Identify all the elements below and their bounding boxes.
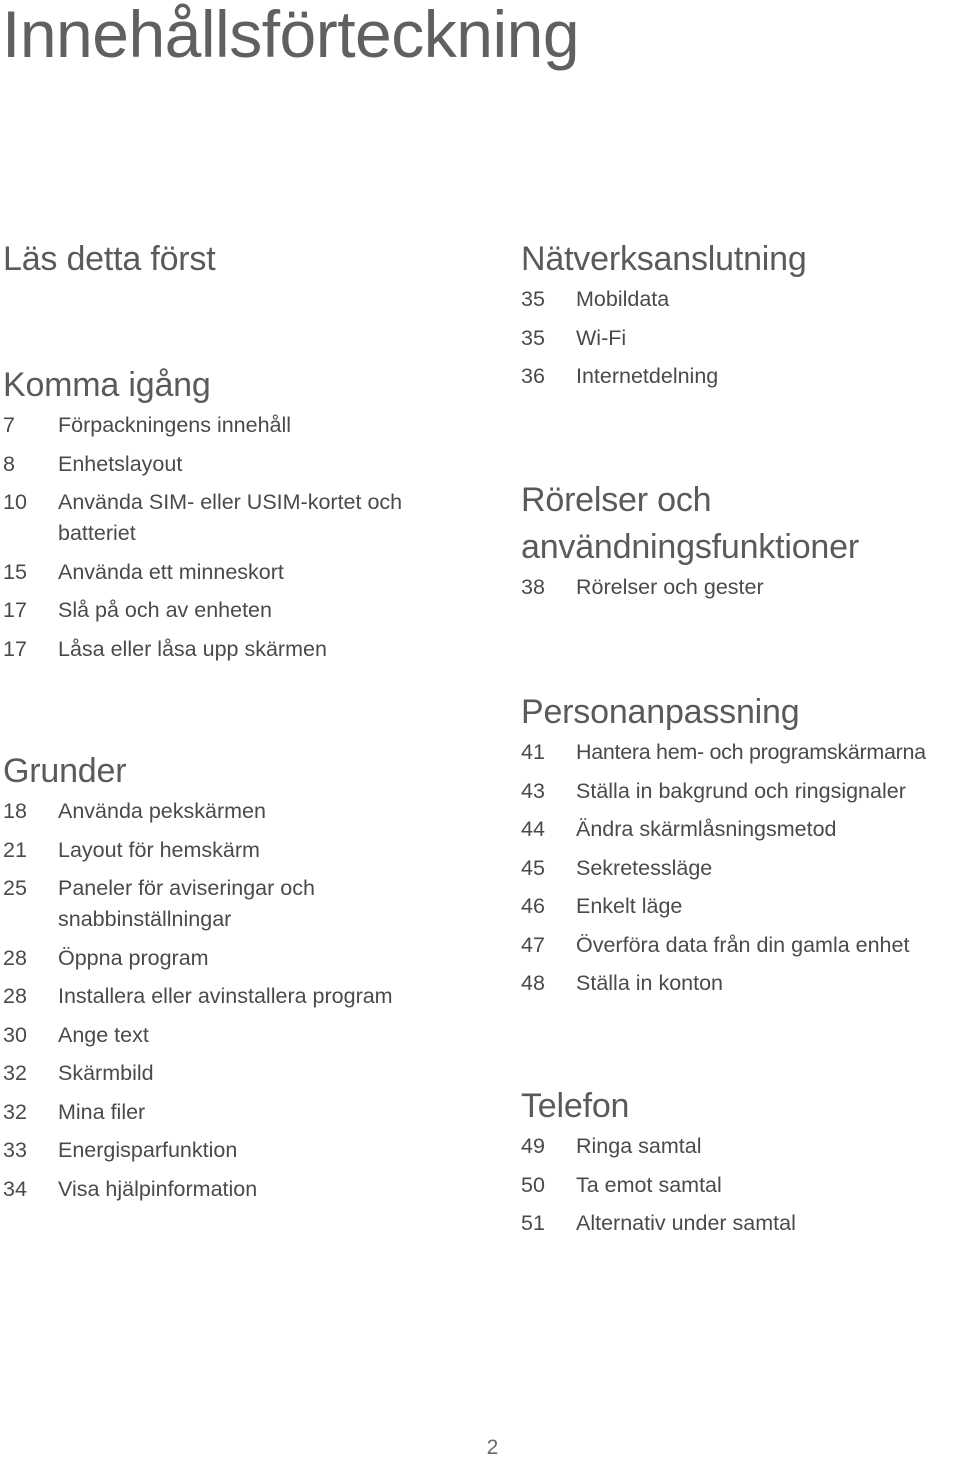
entry-page-number: 48 <box>521 971 545 995</box>
entry-label: Skärmbild <box>58 1061 154 1085</box>
entry-page-number: 33 <box>3 1138 27 1162</box>
entry-label: Förpackningens innehåll <box>58 413 292 437</box>
page-title: Innehållsförteckning <box>2 0 580 71</box>
toc-entry[interactable] <box>521 814 960 845</box>
entry-page-number: 25 <box>3 876 27 900</box>
entry-label: Enhetslayout <box>58 451 183 476</box>
toc-section-grunder <box>3 748 473 1212</box>
toc-entry-list <box>521 572 960 603</box>
entry-label: Överföra data från din gamla enhet <box>576 932 910 957</box>
entry-page-number: 17 <box>3 598 27 622</box>
entry-page-number: 21 <box>3 837 27 862</box>
toc-entry[interactable] <box>521 1170 960 1201</box>
entry-label: Ta emot samtal <box>576 1172 722 1197</box>
toc-entry[interactable] <box>3 1135 473 1166</box>
entry-page-number: 43 <box>521 778 545 803</box>
toc-entry[interactable] <box>521 776 960 807</box>
section-heading[interactable]: Personanpassning <box>521 693 800 731</box>
entry-label: Internetdelning <box>576 364 719 388</box>
entry-label: Slå på och av enheten <box>58 598 272 622</box>
toc-entry[interactable] <box>521 968 960 999</box>
toc-section-telefon <box>521 1083 960 1247</box>
entry-page-number: 32 <box>3 1061 27 1085</box>
entry-page-number: 18 <box>3 799 27 823</box>
entry-label: Wi-Fi <box>576 325 627 350</box>
toc-entry[interactable] <box>3 1058 473 1089</box>
entry-page-number: 8 <box>3 451 15 476</box>
entry-label: Mina filer <box>58 1099 146 1124</box>
entry-page-number: 28 <box>3 945 27 970</box>
toc-section-personanpassning <box>521 689 960 1007</box>
entry-page-number: 34 <box>3 1176 27 1201</box>
toc-section-komma-igang <box>3 362 473 672</box>
entry-label: Layout för hemskärm <box>58 837 260 862</box>
toc-entry[interactable] <box>521 361 960 392</box>
toc-section-natverksanslutning <box>521 236 960 400</box>
entry-label: Öppna program <box>58 945 209 970</box>
section-heading[interactable]: Grunder <box>3 752 127 790</box>
entry-label: Rörelser och gester <box>576 575 764 599</box>
entry-page-number: 32 <box>3 1099 27 1124</box>
entry-page-number: 36 <box>521 364 545 388</box>
page-number: 2 <box>486 1436 499 1459</box>
toc-section-rorelser <box>521 477 960 611</box>
entry-page-number: 10 <box>3 490 27 514</box>
entry-page-number: 7 <box>3 413 15 437</box>
toc-entry[interactable] <box>521 572 960 603</box>
entry-page-number: 51 <box>521 1211 545 1235</box>
entry-label: Ange text <box>58 1022 149 1047</box>
entry-label: Låsa eller låsa upp skärmen <box>58 636 327 661</box>
entry-page-number: 38 <box>521 575 545 599</box>
entry-page-number: 17 <box>3 636 27 661</box>
entry-page-number: 35 <box>521 287 545 311</box>
toc-entry[interactable] <box>3 557 473 588</box>
toc-entry[interactable] <box>3 595 473 626</box>
toc-entry-list <box>521 284 960 392</box>
entry-page-number: 50 <box>521 1172 545 1197</box>
entry-page-number: 49 <box>521 1134 545 1158</box>
entry-label: Installera eller avinstallera program <box>58 984 393 1008</box>
entry-label: Energisparfunktion <box>58 1138 238 1162</box>
toc-entry[interactable] <box>521 853 960 884</box>
toc-entry[interactable] <box>3 1174 473 1205</box>
entry-label: Mobildata <box>576 287 670 311</box>
toc-entry[interactable] <box>521 930 960 961</box>
entry-label: Ställa in konton <box>576 971 724 995</box>
toc-entry[interactable] <box>3 1097 473 1128</box>
section-heading[interactable]: Läs detta först <box>3 240 216 278</box>
entry-page-number: 45 <box>521 855 545 880</box>
entry-label: Ändra skärmlåsningsmetod <box>576 817 837 841</box>
entry-label: Ringa samtal <box>576 1134 702 1158</box>
toc-entry-list <box>521 737 960 999</box>
toc-entry[interactable] <box>521 891 960 922</box>
toc-entry[interactable] <box>3 943 473 974</box>
toc-entry[interactable] <box>3 796 473 827</box>
toc-entry[interactable] <box>521 737 960 768</box>
toc-entry[interactable] <box>521 1208 960 1239</box>
toc-entry-list <box>521 1131 960 1239</box>
section-heading[interactable]: Telefon <box>521 1087 630 1125</box>
entry-label: Sekretessläge <box>576 855 713 880</box>
toc-entry[interactable] <box>3 835 473 866</box>
toc-entry[interactable] <box>3 410 473 441</box>
entry-label: Använda SIM- eller USIM-kortet och batteriet <box>58 490 403 545</box>
entry-page-number: 46 <box>521 894 545 918</box>
toc-entry[interactable] <box>521 323 960 354</box>
entry-page-number: 41 <box>521 740 545 764</box>
entry-label: Hantera hem- och programskärmarna <box>576 740 926 764</box>
entry-label: Alternativ under samtal <box>576 1211 796 1235</box>
entry-label: Använda ett minneskort <box>58 559 284 584</box>
entry-label: Ställa in bakgrund och ringsignaler <box>576 778 906 803</box>
entry-page-number: 44 <box>521 817 545 841</box>
entry-page-number: 15 <box>3 559 27 584</box>
toc-entry[interactable] <box>3 1020 473 1051</box>
toc-entry[interactable] <box>3 449 473 480</box>
entry-label: Visa hjälpinformation <box>58 1176 258 1201</box>
toc-entry[interactable] <box>521 284 960 315</box>
toc-entry[interactable] <box>3 487 473 549</box>
toc-entry[interactable] <box>3 634 473 665</box>
toc-section-las-detta-forst <box>3 236 473 283</box>
entry-page-number: 30 <box>3 1022 27 1047</box>
toc-entry-list <box>3 796 473 1205</box>
toc-entry[interactable] <box>3 873 473 935</box>
toc-entry[interactable] <box>3 981 473 1012</box>
entry-label: Enkelt läge <box>576 894 683 918</box>
toc-entry[interactable] <box>521 1131 960 1162</box>
section-heading[interactable]: Nätverksanslutning <box>521 240 807 278</box>
entry-label: Använda pekskärmen <box>58 799 266 823</box>
entry-page-number: 28 <box>3 984 27 1008</box>
entry-page-number: 35 <box>521 325 545 350</box>
entry-page-number: 47 <box>521 932 545 957</box>
toc-entry-list <box>3 410 473 665</box>
entry-label: Paneler för aviseringar och snabbinställningar <box>58 876 315 931</box>
section-heading[interactable]: Komma igång <box>3 366 211 404</box>
section-heading[interactable]: Rörelser och användningsfunktioner <box>521 481 859 566</box>
